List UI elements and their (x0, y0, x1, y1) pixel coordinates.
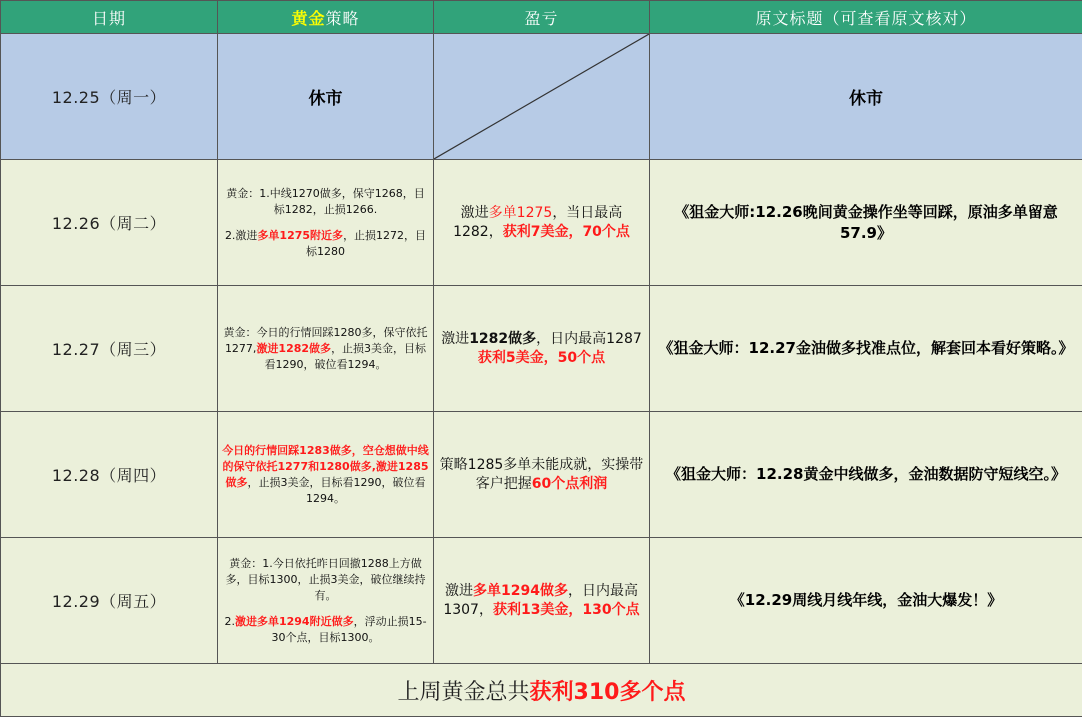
header-title: 原文标题（可查看原文核对） (650, 1, 1082, 34)
date-cell: 12.29（周五） (1, 538, 218, 664)
header-strategy (218, 1, 434, 34)
date-cell: 12.25（周一） (1, 34, 218, 160)
strategy-line-2: 2.激进多单1294附近做多，浮动止损15-30个点，目标1300。 (224, 614, 427, 644)
title-cell: 休市 (650, 34, 1082, 160)
table-header-row (1, 1, 1082, 34)
table-row (1, 160, 1082, 286)
profit-cell-empty (434, 34, 650, 160)
profit-cell: 激进多单1275，当日最高1282，获利7美金，70个点 (434, 160, 650, 286)
table-row (1, 412, 1082, 538)
date-cell: 12.27（周三） (1, 286, 218, 412)
strategy-line-2: 2.激进多单1275附近多，止损1272，目标1280 (224, 228, 427, 258)
strategy-line-1: 黄金：1.今日依托昨日回撤1288上方做多，目标1300，止损3美金，破位继续持有。 (225, 556, 426, 602)
date-cell: 12.26（周二） (1, 160, 218, 286)
date-cell: 12.28（周四） (1, 412, 218, 538)
profit-cell: 激进多单1294做多，日内最高1307，获利13美金，130个点 (434, 538, 650, 664)
profit-cell: 策略1285多单未能成就，实操带客户把握60个点利润 (434, 412, 650, 538)
title-cell: 《狙金大师：12.28黄金中线做多，金油数据防守短线空。》 (650, 412, 1082, 538)
profit-cell: 激进1282做多，日内最高1287获利5美金，50个点 (434, 286, 650, 412)
summary-row (1, 664, 1082, 717)
title-cell: 《狙金大师：12.27金油做多找准点位，解套回本看好策略。》 (650, 286, 1082, 412)
table-row (1, 286, 1082, 412)
summary-cell: 上周黄金总共获利310多个点 (1, 664, 1082, 717)
header-date: 日期 (1, 1, 218, 34)
strategy-cell: 休市 (218, 34, 434, 160)
header-profit: 盈亏 (434, 1, 650, 34)
strategy-cell: 今日的行情回踩1283做多，空仓想做中线的保守依托1277和1280做多,激进1285做多，止损3美金，目标看1290，破位看1294。 (218, 412, 434, 538)
diagonal-line (434, 34, 649, 159)
strategy-cell: 黄金：今日的行情回踩1280多，保守依托1277,激进1282做多，止损3美金，目标看1290，破位看1294。 (218, 286, 434, 412)
strategy-cell (218, 160, 434, 286)
strategy-cell (218, 538, 434, 664)
title-cell: 《12.29周线月线年线，金油大爆发！》 (650, 538, 1082, 664)
table-row-closed (1, 34, 1082, 160)
strategy-line-1: 黄金：1.中线1270做多，保守1268，目标1282，止损1266. (226, 186, 425, 216)
header-strategy-gold: 黄金 (291, 8, 326, 28)
table-row (1, 538, 1082, 664)
title-cell: 《狙金大师:12.26晚间黄金操作坐等回踩，原油多单留意57.9》 (650, 160, 1082, 286)
header-strategy-rest: 策略 (325, 8, 360, 28)
